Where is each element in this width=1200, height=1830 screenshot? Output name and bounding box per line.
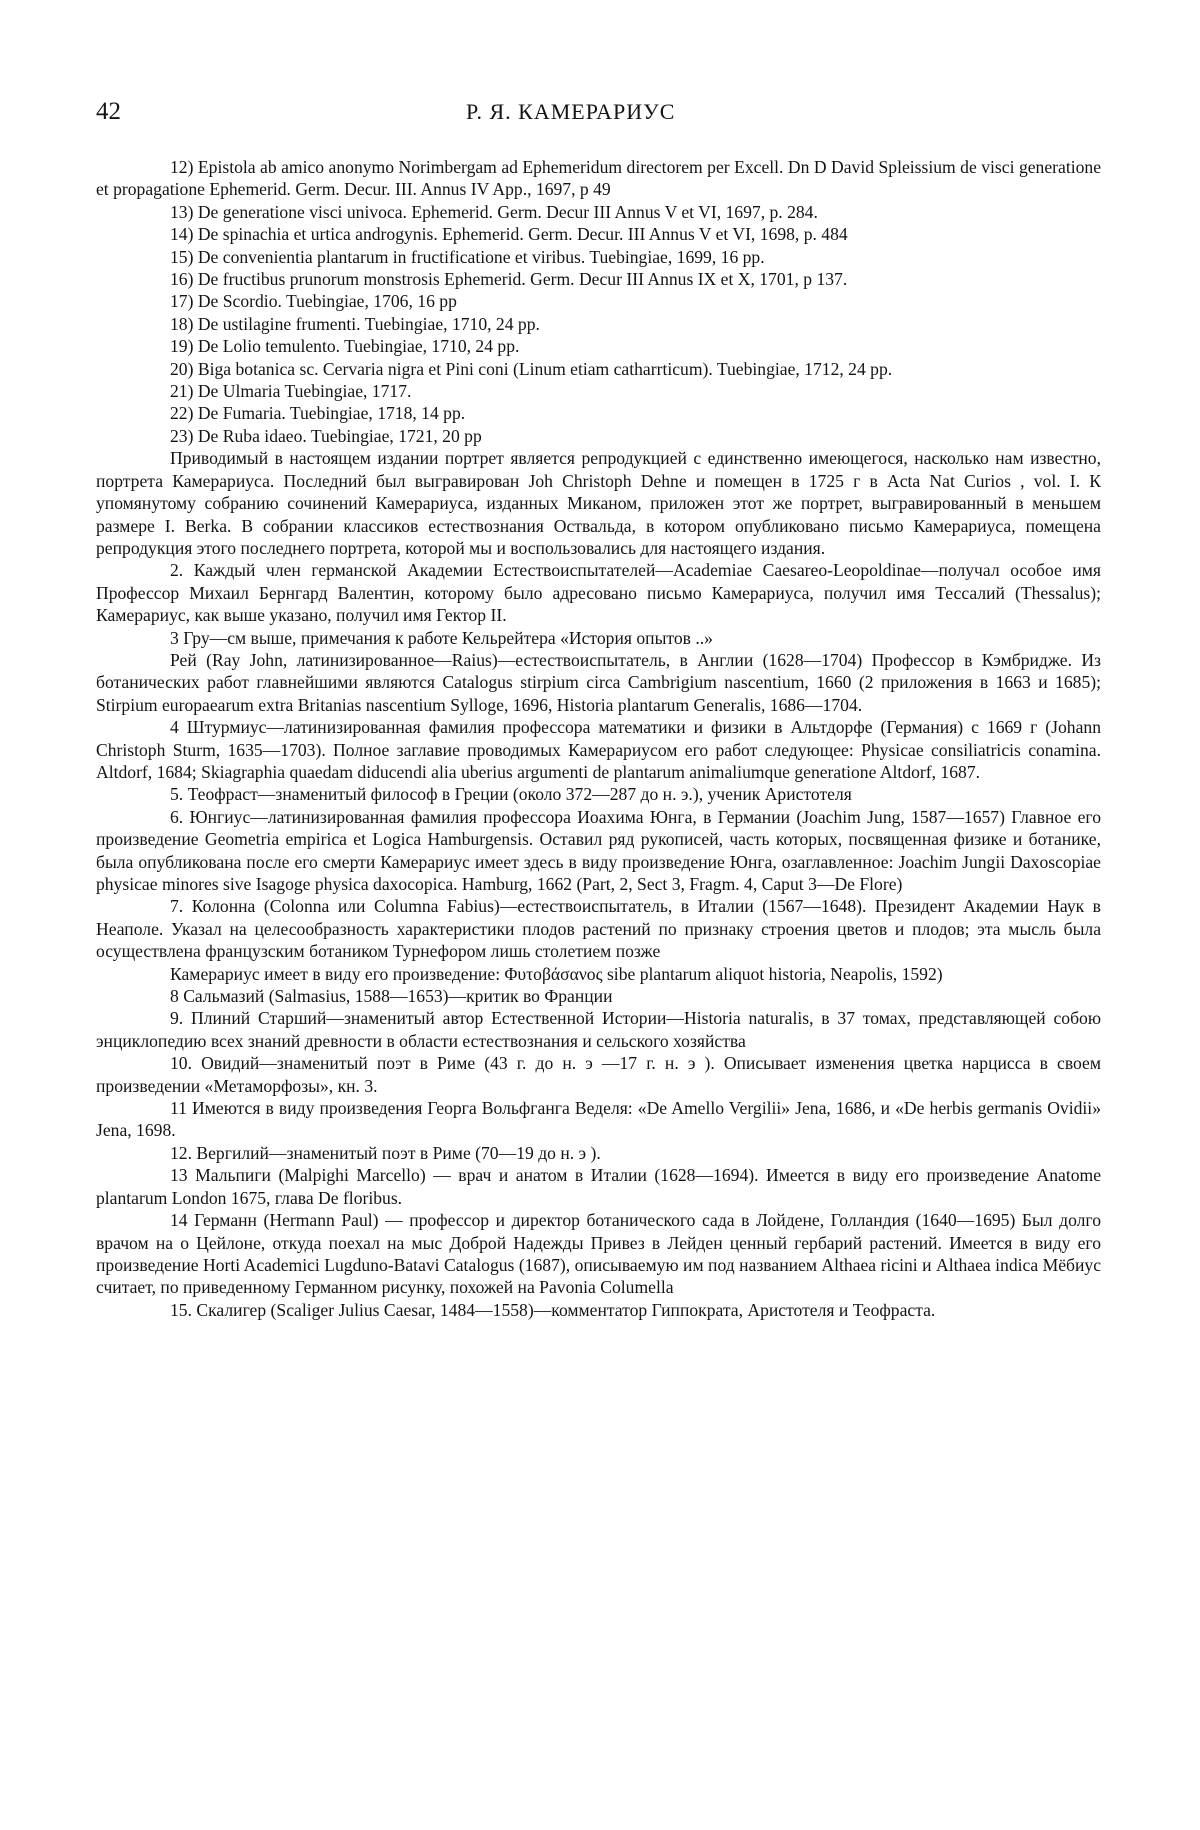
note-10: 10. Овидий—знаменитый поэт в Риме (43 г. до н. э —17 г. н. э ). Описывает изменения цветка нарцисса в своем произведении «Метаморфозы», кн. 3. <box>96 1052 1101 1097</box>
note-14: 14 Германн (Hermann Paul) — профессор и директор ботанического сада в Лойдене, Голландия (1640—1695) Был долго врачом на о Цейлоне, откуда поехал на мыс Доброй Надежды Привез в Лейден ценный гербарий растений. Имеется в виду его произведение Horti Academici Lugduno-Batavi Catalogus (1687), описываемую им под названием Althaea ricini и Althaea indica Мёбиус считает, по приведенному Германном рисунку, похожей на Pavonia Columella <box>96 1209 1101 1299</box>
reference-18: 18) De ustilagine frumenti. Tuebingiae, 1710, 24 pp. <box>96 313 1101 335</box>
note-15: 15. Скалигер (Scaliger Julius Caesar, 1484—1558)—комментатор Гиппократа, Аристотеля и Теофраста. <box>96 1299 1101 1321</box>
running-title: Р. Я. КАМЕРАРИУС <box>466 99 675 125</box>
page-number: 42 <box>96 98 396 126</box>
note-6: 6. Юнгиус—латинизированная фамилия профессора Иоахима Юнга, в Германии (Joachim Jung, 1587—1657) Главное его произведение Geometria empirica et Logica Hamburgensis. Оставил ряд рукописей, часть которых, посвященная физике и ботанике, была опубликована после его смерти Камерариус имеет здесь в виду произведение Юнга, озаглавленное: Joachim Jungii Daxoscopiae physicae minores sive Isagoge physica daxocopica. Hamburg, 1662 (Part, 2, Sect 3, Fragm. 4, Caput 3—De Flore) <box>96 806 1101 896</box>
note-13: 13 Мальпиги (Malpighi Marcello) — врач и анатом в Италии (1628—1694). Имеется в виду его произведение Anatome plantarum London 1675, глава De floribus. <box>96 1164 1101 1209</box>
reference-16: 16) De fructibus prunorum monstrosis Ephemerid. Germ. Decur III Annus IX et X, 1701, p 137. <box>96 268 1101 290</box>
note-8: 8 Сальмазий (Salmasius, 1588—1653)—критик во Франции <box>96 985 1101 1007</box>
reference-23: 23) De Ruba idaeo. Tuebingiae, 1721, 20 pp <box>96 425 1101 447</box>
note-3-grew: 3 Гру—см выше, примечания к работе Кельрейтера «История опытов ..» <box>96 627 1101 649</box>
reference-12: 12) Epistola ab amico anonymo Norimbergam ad Ephemeridum directorem per Excell. Dn D David Spleissium de visci generatione et propagatione Ephemerid. Germ. Decur. III. Annus IV App., 1697, p 49 <box>96 156 1101 201</box>
note-1-portrait: Приводимый в настоящем издании портрет является репродукцией с единственно имеющегося, насколько нам известно, портрета Камерариуса. Последний был выгравирован Joh Christoph Dehne и помещен в 1725 г в Acta Nat Curios , vol. I. К упомянутому собранию сочинений Камерариуса, изданных Миканом, приложен этот же портрет, выгравированный в меньшем размере I. Berka. В собрании классиков естествознания Оствальда, в котором опубликовано письмо Камерариуса, помещена репродукция этого последнего портрета, которой мы и воспользовались для настоящего издания. <box>96 447 1101 559</box>
page <box>96 98 1101 1321</box>
note-7-continued: Камерариус имеет в виду его произведение: Φυτοβάσανος sibe plantarum aliquot historia, Neapolis, 1592) <box>96 963 1101 985</box>
note-7: 7. Колонна (Colonna или Columna Fabius)—естествоиспытатель, в Италии (1567—1648). Президент Академии Наук в Неаполе. Указал на целесообразность характеристики плодов растений по признаку строения цветов и плодов; эта мысль была осуществлена французским ботаником Турнефором лишь столетием позже <box>96 895 1101 962</box>
reference-22: 22) De Fumaria. Tuebingiae, 1718, 14 pp. <box>96 402 1101 424</box>
note-2: 2. Каждый член германской Академии Естествоиспытателей—Academiae Caesareo-Leopoldinae—получал особое имя Профессор Михаил Бернгард Валентин, которому было адресовано письмо Камерариуса, получил имя Тессалий (Thessalus); Камерариус, как выше указано, получил имя Гектор II. <box>96 559 1101 626</box>
reference-21: 21) De Ulmaria Tuebingiae, 1717. <box>96 380 1101 402</box>
reference-19: 19) De Lolio temulento. Tuebingiae, 1710, 24 pp. <box>96 335 1101 357</box>
page-header <box>96 98 1101 142</box>
reference-15: 15) De convenientia plantarum in fructificatione et viribus. Tuebingiae, 1699, 16 pp. <box>96 246 1101 268</box>
reference-13: 13) De generatione visci univoca. Ephemerid. Germ. Decur III Annus V et VI, 1697, p. 284. <box>96 201 1101 223</box>
note-9: 9. Плиний Старший—знаменитый автор Естественной Истории—Historia naturalis, в 37 томах, представляющей собою энциклопедию всех знаний древности в области естествознания и сельского хозяйства <box>96 1007 1101 1052</box>
note-4: 4 Штурмиус—латинизированная фамилия профессора математики и физики в Альтдорфе (Германия) с 1669 г (Johann Christoph Sturm, 1635—1703). Полное заглавие проводимых Камерариусом его работ следующее: Physicae consiliatricis conamina. Altdorf, 1684; Skiagraphia quaedam diducendi alia uberius argumenti de plantarum animaliumque generatione Altdorf, 1687. <box>96 716 1101 783</box>
note-12: 12. Вергилий—знаменитый поэт в Риме (70—19 до н. э ). <box>96 1142 1101 1164</box>
reference-17: 17) De Scordio. Tuebingiae, 1706, 16 pp <box>96 290 1101 312</box>
page-body <box>96 156 1101 1321</box>
note-11: 11 Имеются в виду произведения Георга Вольфганга Веделя: «De Amello Vergilii» Jena, 1686, и «De herbis germanis Ovidii» Jena, 1698. <box>96 1097 1101 1142</box>
reference-20: 20) Biga botanica sc. Cervaria nigra et Pini coni (Linum etiam catharrticum). Tuebingiae, 1712, 24 pp. <box>96 358 1101 380</box>
note-3-ray: Рей (Ray John, латинизированное—Raius)—естествоиспытатель, в Англии (1628—1704) Профессор в Кэмбридже. Из ботанических работ главнейшими являются Catalogus stirpium circa Cambrigium nascentium, 1660 (2 приложения в 1663 и 1685); Stirpium europaearum extra Britanias nascentium Sylloge, 1696, Historia plantarum Generalis, 1686—1704. <box>96 649 1101 716</box>
note-5: 5. Теофраст—знаменитый философ в Греции (около 372—287 до н. э.), ученик Аристотеля <box>96 783 1101 805</box>
reference-14: 14) De spinachia et urtica androgynis. Ephemerid. Germ. Decur. III Annus V et VI, 1698, p. 484 <box>96 223 1101 245</box>
